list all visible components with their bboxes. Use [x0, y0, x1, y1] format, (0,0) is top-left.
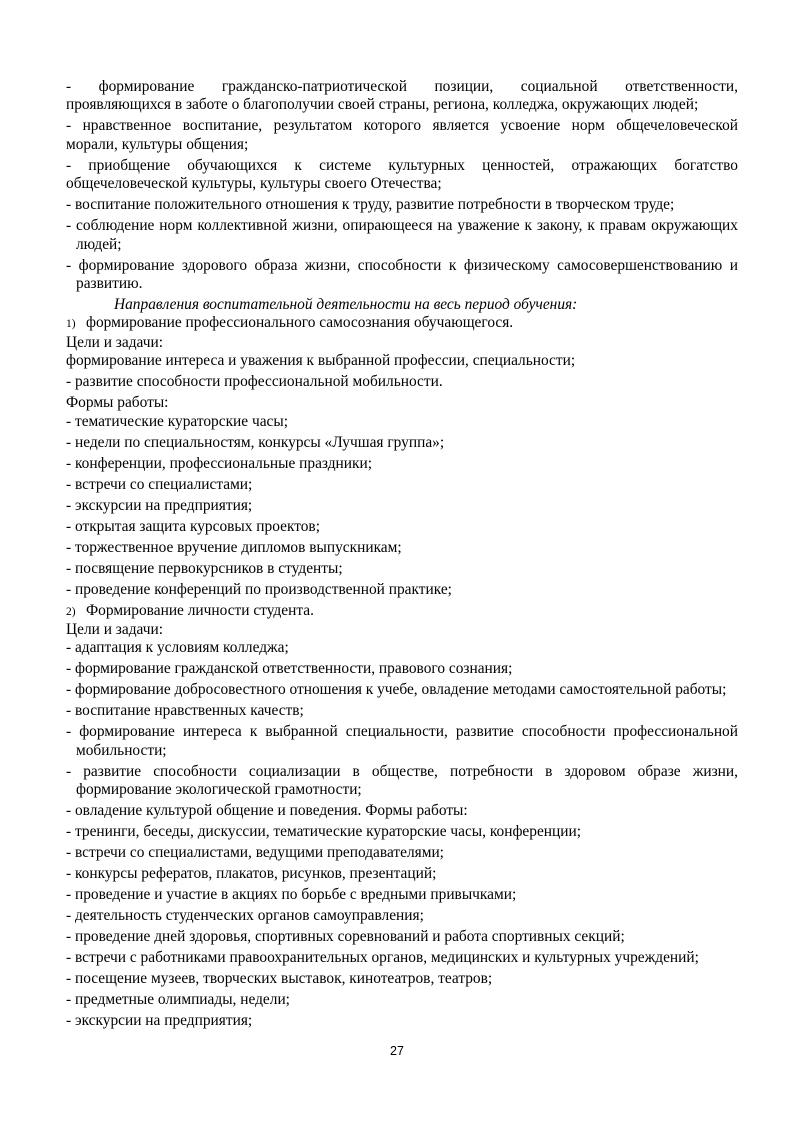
section-1-goals-label: Цели и задачи: — [66, 333, 164, 351]
intro-item-1 — [66, 78, 738, 115]
section-1-heading — [66, 314, 738, 333]
list-item: - встречи со специалистами, ведущими преподавателями; — [66, 844, 444, 862]
list-item: - воспитание нравственных качеств; — [66, 702, 304, 720]
list-item: - открытая защита курсовых проектов; — [66, 517, 320, 535]
section-2-heading — [66, 602, 738, 621]
list-item: - экскурсии на предприятия; — [66, 496, 253, 514]
list-item: - проведение дней здоровья, спортивных соревнований и работа спортивных секций; — [66, 928, 625, 946]
intro-item-2-line-2: морали, культуры общения; — [66, 135, 249, 153]
list-item: - встречи с работниками правоохранительных органов, медицинских и культурных учреждений; — [66, 949, 699, 967]
intro-item-6: - формирование здорового образа жизни, способности к физическому самосовершенствованию и развитию. — [66, 256, 738, 292]
list-item: - тематические кураторские часы; — [66, 412, 288, 430]
list-item: - проведение и участие в акциях по борьбе с вредными привычками; — [66, 886, 517, 904]
intro-item-2-line-1: - нравственное воспитание, результатом которого является усвоение норм общечеловеческой — [66, 117, 738, 135]
list-item: - предметные олимпиады, недели; — [66, 991, 290, 1009]
section-1-forms-list — [66, 413, 738, 599]
directions-heading: Направления воспитательной деятельности на весь период обучения: — [114, 295, 578, 313]
page-number: 27 — [390, 1044, 404, 1058]
intro-item-2 — [66, 117, 738, 154]
intro-item-1-line-1: - формирование гражданско-патриотической позиции, социальной ответственности, — [66, 78, 738, 95]
section-1-goal-1: формирование интереса и уважения к выбранной профессии, специальности; — [66, 352, 576, 370]
list-item: - проведение конференций по производственной практике; — [66, 580, 452, 598]
list-item: - формирование гражданской ответственности, правового сознания; — [66, 660, 513, 678]
list-item: - адаптация к условиям колледжа; — [66, 639, 289, 657]
list-item: - торжественное вручение дипломов выпускникам; — [66, 538, 402, 556]
section-1-goal-2: - развитие способности профессиональной мобильности. — [66, 373, 443, 391]
list-item: - экскурсии на предприятия; — [66, 1012, 253, 1030]
list-item: - развитие способности социализации в обществе, потребности в здоровом образе жизни, формирование экологической грамотности; — [66, 762, 738, 799]
document-page — [66, 78, 738, 1033]
intro-item-4: - воспитание положительного отношения к труду, развитие потребности в творческом труде; — [66, 196, 675, 214]
list-item: - деятельность студенческих органов самоуправления; — [66, 907, 424, 925]
list-item: - овладение культурой общение и поведения. Формы работы: — [66, 802, 468, 820]
list-item: - тренинги, беседы, дискуссии, тематические кураторские часы, конференции; — [66, 823, 582, 841]
list-item: - формирование добросовестного отношения к учебе, овладение методами самостоятельной работы; — [66, 681, 727, 699]
intro-item-5: - соблюдение норм коллективной жизни, опирающееся на уважение к закону, к правам окружающих людей; — [66, 217, 738, 253]
section-1-number: 1) — [66, 318, 76, 331]
intro-item-1-line-2: проявляющихся в заботе о благополучии своей страны, региона, колледжа, окружающих людей; — [66, 96, 699, 114]
section-2-goals-label: Цели и задачи: — [66, 621, 164, 639]
list-item: - встречи со специалистами; — [66, 475, 253, 493]
list-item: - недели по специальностям, конкурсы «Лучшая группа»; — [66, 433, 445, 451]
list-item: - посвящение первокурсников в студенты; — [66, 559, 343, 577]
list-item: - конференции, профессиональные праздники; — [66, 454, 372, 472]
section-2-list — [66, 639, 738, 1030]
section-2-title: Формирование личности студента. — [86, 601, 314, 619]
intro-item-3-line-2: общечеловеческой культуры, культуры своего Отечества; — [66, 175, 442, 193]
intro-item-3-line-1: - приобщение обучающихся к системе культурных ценностей, отражающих богатство — [66, 156, 738, 174]
section-1-title: формирование профессионального самосознания обучающегося. — [86, 314, 514, 332]
list-item: - посещение музеев, творческих выставок, кинотеатров, театров; — [66, 970, 493, 988]
intro-item-3 — [66, 157, 738, 194]
section-2-number: 2) — [66, 605, 76, 618]
section-1-forms-label: Формы работы: — [66, 394, 169, 412]
list-item: - формирование интереса к выбранной специальности, развитие способности профессиональной мобильности; — [66, 723, 738, 759]
list-item: - конкурсы рефератов, плакатов, рисунков, презентаций; — [66, 865, 437, 883]
